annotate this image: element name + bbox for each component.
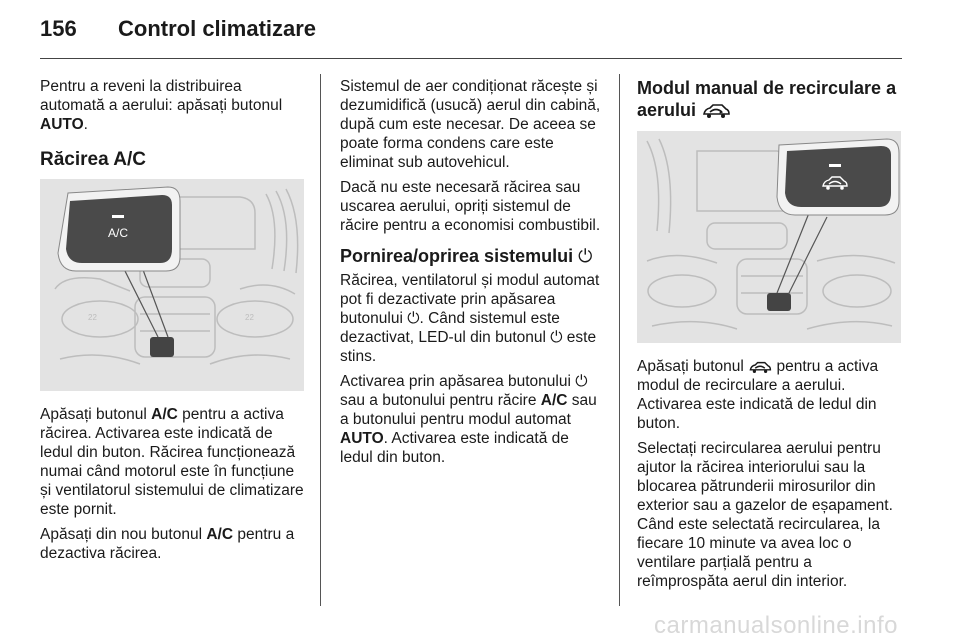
column-2 — [340, 77, 604, 473]
page-number: 156 — [40, 16, 77, 41]
column-1 — [40, 77, 305, 569]
section-heading-ac: Răcirea A/C — [40, 149, 146, 170]
svg-text:22: 22 — [245, 313, 254, 322]
ac-system-paragraph: Sistemul de aer condiționat răcește și dezumidifică (usucă) aerul din cabină, după cum este necesar. De aceea se poate forma condens care este eliminat sub autovehicul. — [340, 78, 601, 171]
page-header — [40, 16, 316, 42]
power-icon: ⏻ — [575, 373, 588, 390]
power-paragraph-1: Răcirea, ventilatorul și modul automat pot fi dezactivate prin apăsarea butonului ⏻. Când sistemul este dezactivat, LED-ul din butonul ⏻ este stins. — [340, 272, 600, 365]
column-divider-1 — [320, 74, 321, 606]
column-3 — [637, 77, 901, 597]
ac-button-figure — [40, 179, 304, 391]
header-rule — [40, 58, 902, 59]
power-icon: ⏻ — [407, 310, 420, 327]
ac-paragraph-1: Apăsați butonul A/C pentru a activa răcirea. Activarea este indicată de ledul din buton. Răcirea funcționează numai când motorul este în funcțiune și ventilatorul sistemului de climatizare este pornit. — [40, 406, 304, 518]
power-paragraph-2: Activarea prin apăsarea butonului ⏻ sau a butonului pentru răcire A/C sau a butonului pentru modul automat AUTO. Activarea este indicată de ledul din buton. — [340, 373, 597, 466]
power-icon: ⏻ — [578, 246, 593, 266]
intro-paragraph: Pentru a reveni la distribuirea automată a aerului: apăsați butonul AUTO. — [40, 78, 283, 133]
economy-paragraph: Dacă nu este necesară răcirea sau uscarea aerului, opriți sistemul de răcire pentru a economisi combustibil. — [340, 179, 601, 234]
watermark: carmanualsonline.info — [654, 612, 898, 639]
column-divider-2 — [619, 74, 620, 606]
section-heading-power: Pornirea/oprirea sistemului ⏻ — [340, 246, 593, 266]
recirculation-icon — [748, 360, 772, 374]
ac-paragraph-2: Apăsați din nou butonul A/C pentru a dezactiva răcirea. — [40, 526, 295, 562]
power-icon: ⏻ — [550, 329, 563, 346]
recirculation-paragraph-1: Apăsați butonul pentru a activa modul de recirculare a aerului. Activarea este indicată de ledul din buton. — [637, 358, 879, 432]
page-title: Control climatizare — [118, 16, 317, 41]
svg-text:22: 22 — [88, 313, 97, 322]
section-heading-recirculation: Modul manual de recirculare a aerului — [637, 78, 897, 120]
recirculation-button-figure — [637, 131, 901, 343]
ac-button-label: A/C — [107, 226, 129, 240]
recirculation-paragraph-2: Selectați recircularea aerului pentru ajutor la răcirea interiorului sau la blocarea pătrunderii mirosurilor din exterior sau a gazelor de eșapament. Când este selectată recircularea, la fiecare 10 minute va avea loc o ventilare parțială pentru a reîmprospăta aerul din interior. — [637, 440, 893, 590]
recirculation-icon — [701, 102, 731, 119]
